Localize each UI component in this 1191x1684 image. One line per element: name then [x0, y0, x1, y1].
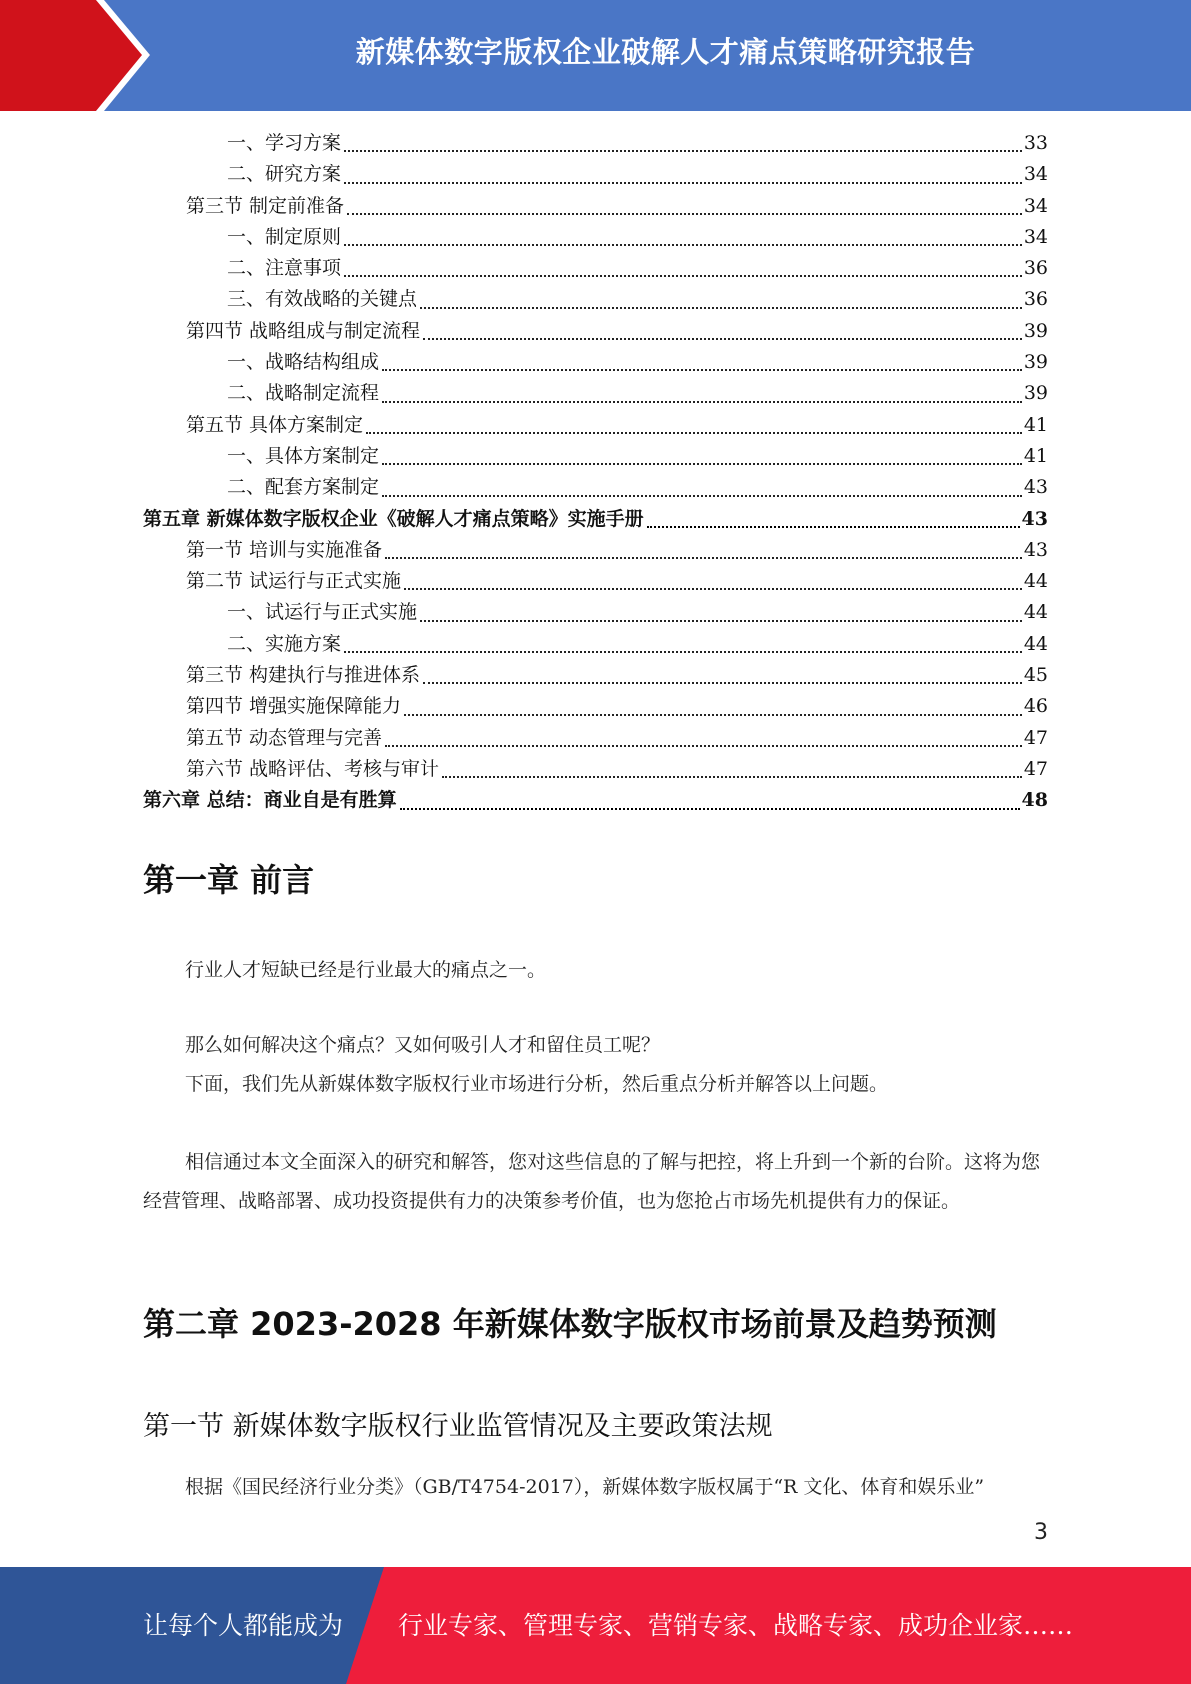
toc-entry-label: 第五章 新媒体数字版权企业《破解人才痛点策略》实施手册	[143, 507, 644, 530]
toc-entry-label: 第一节 培训与实施准备	[186, 538, 383, 561]
toc-dot-leader	[382, 495, 1022, 497]
chapter-1-paragraph-2: 那么如何解决这个痛点？又如何吸引人才和留住员工呢？	[185, 1034, 661, 1056]
toc-entry-page-number: 44	[1023, 632, 1048, 655]
toc-entry-label: 二、实施方案	[227, 632, 342, 655]
page-footer	[0, 1567, 1191, 1684]
toc-entry-label: 一、试运行与正式实施	[227, 601, 418, 624]
toc-dot-leader	[385, 557, 1022, 559]
toc-entry[interactable]	[143, 785, 1048, 816]
toc-entry-page-number: 39	[1023, 351, 1048, 374]
chapter-1-paragraph-1: 行业人才短缺已经是行业最大的痛点之一。	[185, 959, 547, 981]
toc-entry-label: 三、有效战略的关键点	[227, 288, 418, 311]
toc-entry[interactable]	[143, 128, 1048, 159]
toc-dot-leader	[344, 182, 1022, 184]
toc-entry-page-number: 46	[1023, 695, 1048, 718]
toc-entry-label: 一、学习方案	[227, 132, 342, 154]
toc-entry-label: 第五节 动态管理与完善	[186, 726, 383, 749]
toc-entry[interactable]	[143, 629, 1048, 660]
toc-entry-label: 二、研究方案	[227, 163, 342, 186]
toc-entry-page-number: 39	[1023, 382, 1048, 405]
toc-entry[interactable]	[143, 191, 1048, 222]
toc-dot-leader	[366, 432, 1022, 434]
toc-dot-leader	[420, 307, 1022, 309]
toc-entry-page-number: 47	[1023, 726, 1048, 749]
toc-entry-label: 第四节 战略组成与制定流程	[186, 319, 421, 342]
toc-entry-label: 二、战略制定流程	[227, 382, 380, 405]
toc-entry[interactable]	[143, 723, 1048, 754]
toc-entry-page-number: 33	[1023, 132, 1048, 154]
table-of-contents	[143, 128, 1048, 817]
toc-entry-label: 第四节 增强实施保障能力	[186, 695, 402, 718]
toc-entry[interactable]	[143, 504, 1048, 535]
toc-entry[interactable]	[143, 347, 1048, 378]
toc-entry-label: 第六节 战略评估、考核与审计	[186, 757, 440, 780]
toc-dot-leader	[385, 745, 1022, 747]
toc-dot-leader	[423, 682, 1022, 684]
toc-dot-leader	[344, 150, 1022, 152]
toc-entry[interactable]	[143, 284, 1048, 315]
toc-entry-label: 第三节 制定前准备	[186, 194, 345, 217]
toc-entry-page-number: 48	[1021, 789, 1048, 812]
toc-dot-leader	[420, 620, 1022, 622]
toc-entry[interactable]	[143, 222, 1048, 253]
toc-entry-label: 第三节 构建执行与推进体系	[186, 664, 421, 687]
toc-dot-leader	[442, 776, 1022, 778]
toc-entry-label: 二、注意事项	[227, 257, 342, 280]
toc-entry-label: 第二节 试运行与正式实施	[186, 570, 402, 593]
chapter-1-paragraph-3: 下面，我们先从新媒体数字版权行业市场进行分析，然后重点分析并解答以上问题。	[185, 1073, 889, 1095]
chapter-1-heading: 第一章 前言	[143, 861, 315, 899]
toc-dot-leader	[404, 588, 1022, 590]
toc-entry-page-number: 34	[1023, 225, 1048, 248]
toc-entry-page-number: 43	[1021, 507, 1048, 530]
toc-entry[interactable]	[143, 378, 1048, 409]
toc-dot-leader	[382, 401, 1022, 403]
toc-entry[interactable]	[143, 472, 1048, 503]
toc-entry[interactable]	[143, 535, 1048, 566]
toc-entry-label: 二、配套方案制定	[227, 476, 380, 499]
toc-entry-page-number: 47	[1023, 757, 1048, 780]
page-number: 3	[1034, 1520, 1048, 1545]
toc-entry-label: 第五节 具体方案制定	[186, 413, 364, 436]
toc-entry-page-number: 44	[1023, 601, 1048, 624]
chapter-2-heading: 第二章 2023-2028 年新媒体数字版权市场前景及趋势预测	[143, 1305, 997, 1343]
toc-entry-page-number: 45	[1023, 664, 1048, 687]
toc-entry[interactable]	[143, 410, 1048, 441]
toc-entry[interactable]	[143, 691, 1048, 722]
toc-dot-leader	[382, 463, 1022, 465]
toc-dot-leader	[347, 213, 1022, 215]
toc-entry[interactable]	[143, 566, 1048, 597]
toc-dot-leader	[400, 808, 1020, 810]
toc-entry[interactable]	[143, 441, 1048, 472]
toc-entry[interactable]	[143, 597, 1048, 628]
toc-entry-page-number: 34	[1023, 163, 1048, 186]
section-1-heading: 第一节 新媒体数字版权行业监管情况及主要政策法规	[143, 1411, 773, 1442]
chapter-2-paragraph-1: 根据《国民经济行业分类》（GB/T4754-2017），新媒体数字版权属于“R 文化、体育和娱乐业”	[185, 1476, 985, 1498]
toc-entry-page-number: 41	[1023, 444, 1048, 467]
toc-entry[interactable]	[143, 316, 1048, 347]
toc-entry-page-number: 43	[1023, 476, 1048, 499]
toc-entry-page-number: 39	[1023, 319, 1048, 342]
toc-dot-leader	[382, 369, 1022, 371]
toc-entry-page-number: 34	[1023, 194, 1048, 217]
toc-entry-page-number: 36	[1023, 288, 1048, 311]
toc-entry-label: 第六章 总结：商业自是有胜算	[143, 789, 397, 812]
toc-entry-page-number: 41	[1023, 413, 1048, 436]
page-header	[0, 0, 1191, 111]
footer-slogan-right: 行业专家、管理专家、营销专家、战略专家、成功企业家……	[398, 1611, 1074, 1640]
toc-entry[interactable]	[143, 159, 1048, 190]
toc-entry-page-number: 44	[1023, 570, 1048, 593]
toc-entry[interactable]	[143, 253, 1048, 284]
footer-slogan-left: 让每个人都能成为	[143, 1611, 344, 1640]
toc-dot-leader	[647, 526, 1020, 528]
toc-entry-label: 一、战略结构组成	[227, 351, 380, 374]
toc-dot-leader	[344, 651, 1022, 653]
toc-dot-leader	[344, 244, 1022, 246]
header-arrow-decoration	[0, 0, 150, 111]
toc-entry[interactable]	[143, 754, 1048, 785]
toc-entry[interactable]	[143, 660, 1048, 691]
chapter-1-paragraph-4: 相信通过本文全面深入的研究和解答，您对这些信息的了解与把控，将上升到一个新的台阶。这将为您经营管理、战略部署、成功投资提供有力的决策参考价值，也为您抢占市场先机提供有力的保证。	[143, 1151, 1041, 1212]
toc-dot-leader	[404, 714, 1022, 716]
report-title: 新媒体数字版权企业破解人才痛点策略研究报告	[355, 35, 976, 69]
toc-entry-label: 一、制定原则	[227, 225, 342, 248]
toc-dot-leader	[344, 275, 1022, 277]
toc-dot-leader	[423, 338, 1022, 340]
toc-entry-page-number: 36	[1023, 257, 1048, 280]
toc-entry-label: 一、具体方案制定	[227, 444, 380, 467]
toc-entry-page-number: 43	[1023, 538, 1048, 561]
